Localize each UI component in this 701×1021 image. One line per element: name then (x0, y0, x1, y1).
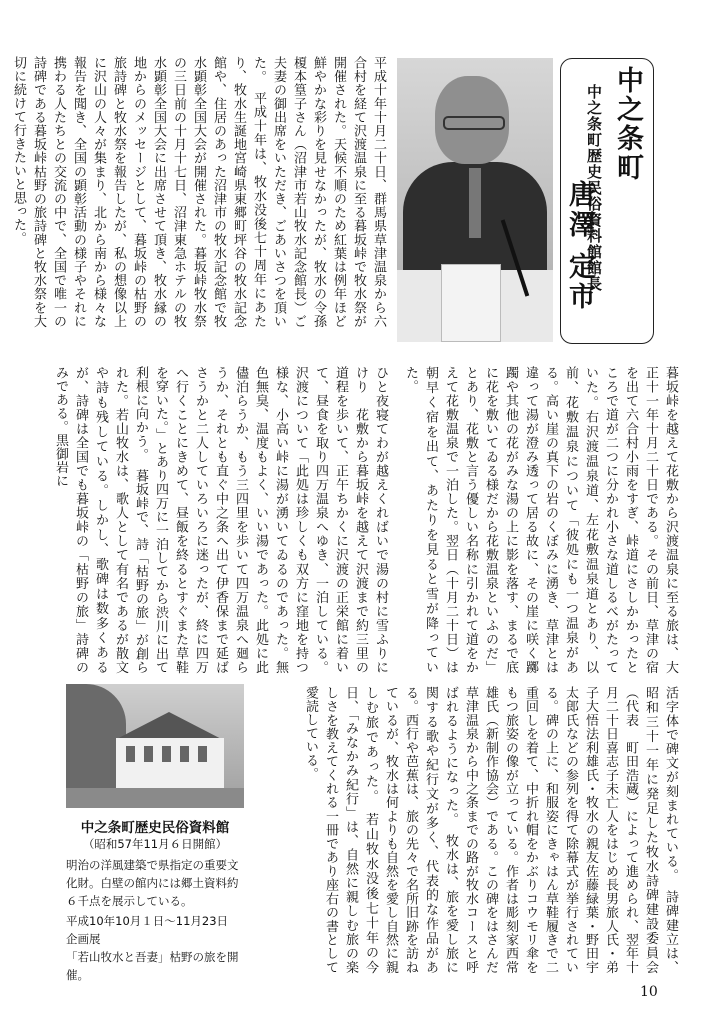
author-role: 中之条町歴史民俗資料館館長 (585, 84, 603, 292)
author-photo (397, 58, 553, 342)
museum-name: 中之条町歴史民俗資料館 (80, 820, 230, 836)
town-heading: 中之条町 (612, 66, 643, 182)
exhibition-title: 「若山牧水と吾妻」枯野の旅を開催。 (66, 950, 239, 982)
article-block-b: 暮坂峠を越えて花敷から沢渡温泉に至る旅は、大正十一年十月二十日である。その前日、草津の宿を出て六合村小雨をすぎ、峠道にさしかかったところで道が二つに分かれ小さな道しるべがたっていた。右沢渡温泉道、左花敷温泉道とあり、以前、花敷温泉について「彼処にも一つ温泉がある。高い崖の真下の岩のくぼみに湧き、草津とは違って湯が澄み透って居る故に、その崖に咲く躑躅や其他の花がみな湯の上に影を落す、まるで底に花を敷いてゐる様だから花敷温泉といふのだ」とあり、花敷と言う優しい名称に引かれて道をかえて花敷温泉で一泊した。翌日（十月二十日）は朝早く宿を出て、あたりを見ると雪が降っていた。 (403, 366, 678, 674)
exhibition-dates: 平成10年10月１日～11月23日 企画展 (66, 914, 240, 946)
page-number: 10 (640, 984, 658, 1000)
museum-description: 明治の洋風建築で県指定の重要文化財。白壁の館内には郷土資料約６千点を展示している。 (66, 858, 239, 908)
article-block-c: ひと夜寝てわが越えくればいで湯の村に雪ふりにけり 花敷から暮坂峠を越えて沢渡まで約三里の道程を歩いて、正午ちかくに沢渡の正栄館に着いて、昼食を取り四万温泉へゆき、一泊している。沢渡について「此処は珍しくも双方に窪地を持つ様な、小高い峠に湯が湧いてゐるのであった。無色無臭、温度もよく、いい湯であった。此処に此儘泊らうか、もう三四里を歩いて四万温泉へ廻らうか、それとも直ぐ中之条へ出て伊香保まで延ばさうかと二人していろいろに迷ったが、終に四万へ行くことにきめて、昼飯を終るとすぐまた草鞋を穿いた。」とあり四万に一泊してから渋川に出て利根に向かう。 暮坂峠で、詩「枯野の旅」が創られた。若山牧水は、歌人として有名であるが散文や詩も残している。しかし、歌碑は数多くあるが、詩碑は全国でも暮坂峠の「枯野の旅」詩碑のみである。黒御岩に (53, 366, 388, 674)
author-name: 唐澤 定市 (564, 180, 595, 313)
museum-exhibition (66, 912, 246, 984)
museum-opened: （昭和57年11月６日開館） (82, 837, 228, 851)
article-block-d: 活字体で碑文が刻まれている。 詩碑建立は、昭和三十一年に発足した牧水詩碑建設委員会（代表 町田浩蔵）によって進められ、翌年十月二十日喜志子未亡人をはじめ長男旅人氏・弟子大悟法利雄氏・牧水の親友佐藤緑葉・野田宇太郎氏などの参列を得て除幕式が挙行されている。碑の上に、和服姿にきゃはん草鞋履きで二重回しを着て、中折れ帽をかぶりコウモリ傘をもつ旅姿の像が立っている。作者は彫刻家西常雄氏（新制作協会）である。この碑をはさんだ草津温泉から中之条までの路が牧水コースと呼ばれるようになった。 牧水は、旅を愛し旅に関する歌や紀行文が多く、代表的な作品がある。西行や芭蕉は、旅の先々で名所旧跡を訪ねているが、牧水は何よりも自然を愛し自然に親しむ旅であった。 若山牧水没後七十年の今日、「みなかみ紀行」は、自然に親しむ旅の楽しさを教えてくれる一冊であり座右の書として愛読している。 (303, 686, 678, 974)
museum-photo (66, 684, 244, 808)
article-block-a: 平成十年十月二十日、群馬県草津温泉から六合村を経て沢渡温泉に至る暮坂峠で牧水祭が開催された。天候不順のため紅葉は例年ほど鮮やかな彩りを見せなかったが、牧水の令孫榎本篁子さん（沼津市若山牧水記念館長）ご夫妻の御出席をいただき、ごあいさつを頂いた。 平成十年は、牧水没後七十周年にあたり、牧水生誕地宮崎県東郷町坪谷の牧水記念館や、住居のあった沼津市の牧水記念館で牧水顕彰全国大会が開催された。暮坂峠牧水祭の三日前の十月十七日、沼津東急ホテルの牧水顕彰全国大会に出席させて頂き、牧水縁の地からのメッセージとして、暮坂峠の枯野の旅詩碑と牧水祭を報告したが、私の想像以上に沢山の人々が集まり、北から南から様々な報告を聞き、全国の顕彰活動の様子やそれに携わる人たちとの交流の中で、全国で唯一の詩碑である暮坂峠枯野の旅詩碑と牧水祭を大切に続けて行きたいと思った。 (11, 56, 386, 328)
